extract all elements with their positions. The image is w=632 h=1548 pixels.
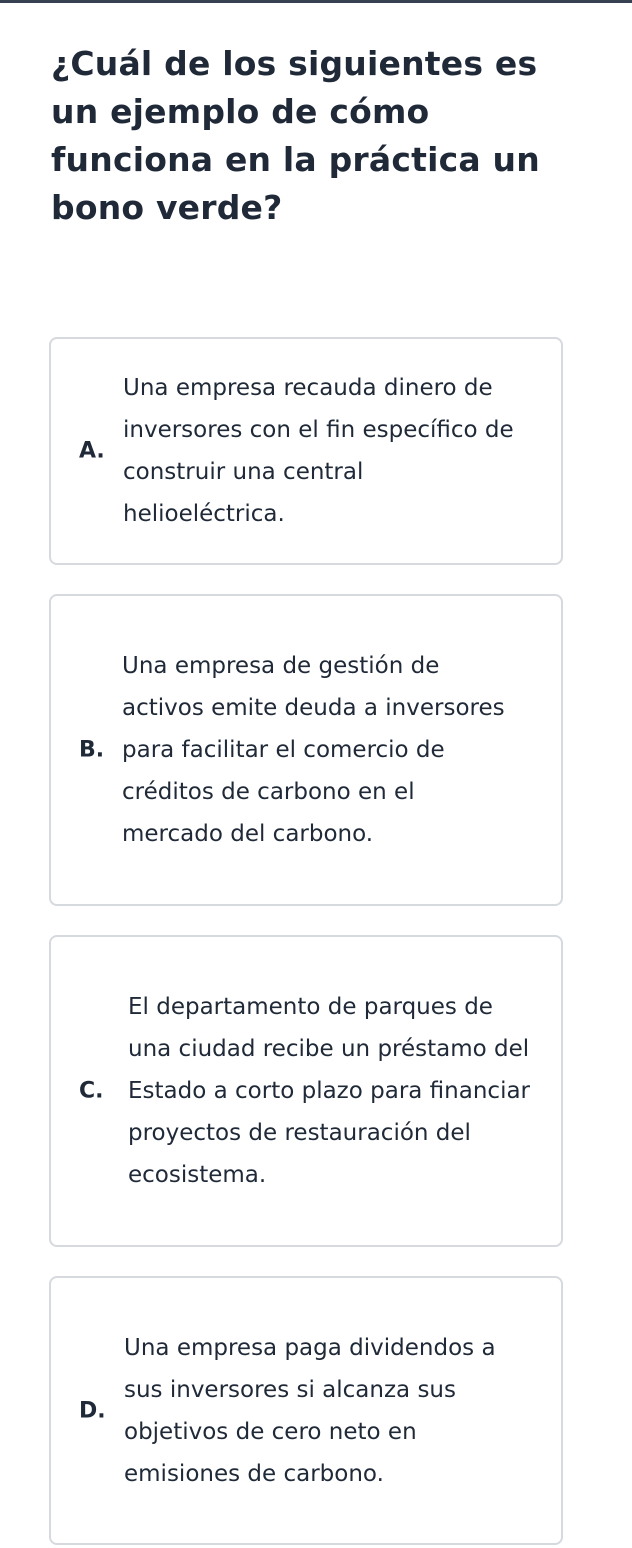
option-text: Una empresa de gestión de activos emite deuda a inversores para facilitar el comercio de créditos de carbono en el mercado del carbono.: [122, 653, 505, 847]
question-text: ¿Cuál de los siguientes es un ejemplo de cómo funciona en la práctica un bono verde?: [51, 44, 540, 227]
answer-option-c[interactable]: [49, 935, 563, 1247]
option-letter: A.: [79, 438, 105, 464]
option-letter: D.: [79, 1398, 106, 1423]
top-divider: [0, 0, 632, 3]
option-text: Una empresa recauda dinero de inversores con el fin específico de construir una central helioeléctrica.: [123, 375, 514, 527]
option-letter: B.: [79, 737, 105, 763]
option-letter: C.: [79, 1078, 104, 1104]
answer-option-d[interactable]: [49, 1276, 563, 1545]
option-text: El departamento de parques de una ciudad recibe un préstamo del Estado a corto plazo para financiar proyectos de restauración del ecosistema.: [128, 994, 531, 1188]
option-text: Una empresa paga dividendos a sus inversores si alcanza sus objetivos de cero neto en emisiones de carbono.: [124, 1334, 496, 1487]
answer-option-a[interactable]: [49, 337, 563, 565]
answer-option-b[interactable]: [49, 594, 563, 906]
